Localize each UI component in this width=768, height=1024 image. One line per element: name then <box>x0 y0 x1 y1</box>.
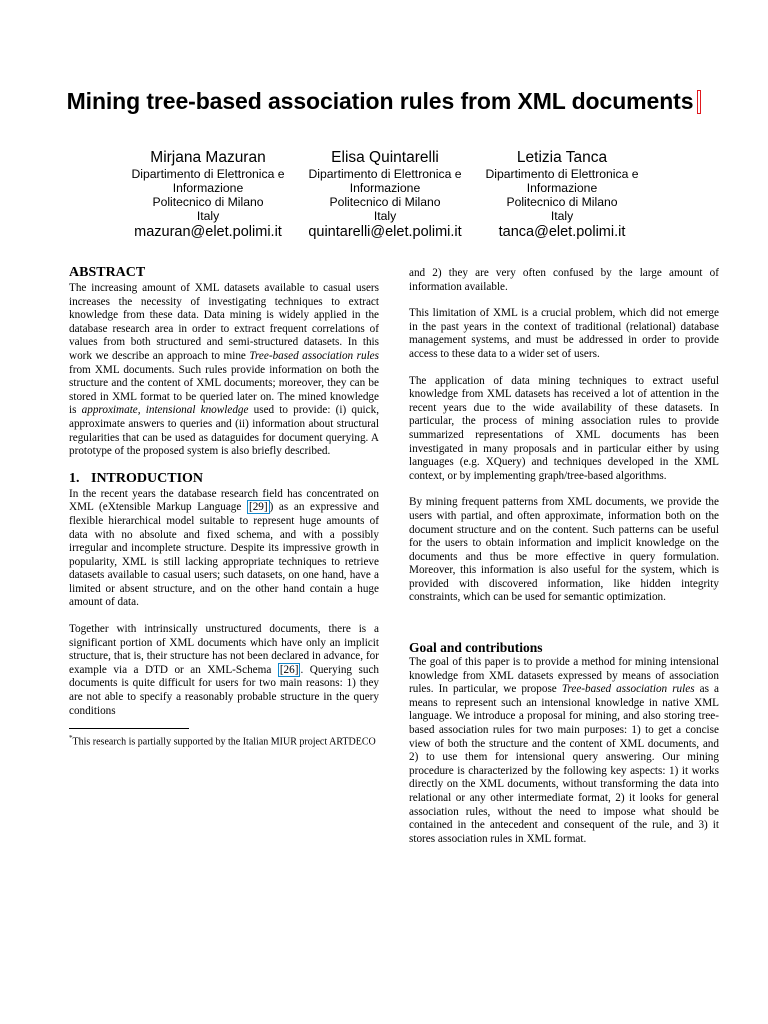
abstract-text: The increasing amount of XML datasets available to casual users increases the necessity of investigating techniques to extract knowledge from these data. Data mining is widely applied in the database research area in order to extract frequent correlations of values from both structured and semi-structured datasets. In this work we describe an approach to mine Tree-based association rules from XML documents. Such rules provide information on both the structure and the content of XML documents; moreover, they can be stored in XML format to be queried later on. The mined knowledge is approximate, intensional knowledge used to provide: (i) quick, approximate answers to queries and (ii) information about structural regularities that can be used as dataguides for document querying. A prototype of the proposed system is also briefly described. <box>69 282 380 458</box>
author-1 <box>120 148 296 241</box>
goal-paragraph: The goal of this paper is to provide a method for mining intensional knowledge from XML datasets expressed by means of association rules. In particular, we propose Tree-based association rules as a means to represent such an intensional knowledge in native XML language. We introduce a proposal for mining, and also storing tree-based association rules for two main purposes: 1) to get a concise view of both the structure and the content of XML documents, and 2) to use them for intensional query answering. Our mining procedure is characterized by the following key aspects: 1) it works directly on the XML documents, without transforming the data into relational or any other intermediate format, 2) it looks for general association rules, without the need to impose what should be contained in the antecedent and consequent of the rule, and 3) it stores association rules in XML format. <box>409 656 719 845</box>
footnote-link-box[interactable] <box>697 90 701 114</box>
intro-paragraph-5: The application of data mining techniques to extract useful knowledge from XML datasets has received a lot of attention in the recent years due to the wide availability of these datasets. In particular, the process of mining association rules to provide summarized representations of XML documents has been investigated in many proposals and in particular either by using languages (e.g. XQuery) and techniques developed in the XML context, or by implementing graph/tree-based algorithms. <box>409 374 719 482</box>
author-dept: Dipartimento di Elettronica e Informazione <box>485 167 639 195</box>
author-name: Elisa Quintarelli <box>331 149 439 166</box>
footnote <box>69 733 379 748</box>
author-univ: Politecnico di Milano <box>506 195 618 209</box>
right-column <box>409 267 719 846</box>
abstract-heading: ABSTRACT <box>69 265 146 280</box>
footnote-divider <box>69 728 189 729</box>
citation-link[interactable]: [26] <box>279 663 299 676</box>
intro-paragraph-6: By mining frequent patterns from XML documents, we provide the users with partial, and often approximate, information both on the document structure and on the content. Such patterns can be useful for the users to obtain information and implicit knowledge on the documents and thus be more effective in query formulation. Moreover, this information is also useful for the system, which is provided with discovered information, like hidden integrity constraints, which can be used for semantic optimization. <box>409 496 719 604</box>
intro-paragraph-3: and 2) they are very often confused by the large amount of information available. <box>409 267 719 293</box>
footnote-mark: * <box>69 734 73 743</box>
paper-title-text: Mining tree-based association rules from XML documents <box>66 88 694 114</box>
intro-paragraph-1: In the recent years the database research field has concentrated on XML (eXtensible Markup Language [29] ) as an expressive and flexible hierarchical model suitable to represent huge amounts of data with no absolute and fixed schema, and with a possibly irregular and incomplete structure. Despite its impressive growth in popularity, XML is still lacking appropriate techniques to retrieve datasets available to casual users; such datasets, on one hand, have a limited or absent structure, and on the other hand contain a huge amount of data. <box>69 487 379 609</box>
intro-paragraph-4: This limitation of XML is a crucial problem, which did not emerge in the past years in the context of traditional (relational) database management systems, and must be addressed in order to provide access to these data to a wider set of users. <box>409 307 719 360</box>
left-column <box>69 264 379 748</box>
author-email: tanca@elet.polimi.it <box>498 224 626 240</box>
author-country: Italy <box>373 209 397 223</box>
intro-paragraph-2: Together with intrinsically unstructured documents, there is a significant portion of XML documents which have only an implicit structure, that is, their structure has not been declared in advance, for example via a DTD or an XML-Schema [26] . Querying such documents is quite difficult for users for two main reasons: 1) they are not able to specify a reasonably probable structure in the query conditions <box>69 623 379 717</box>
author-name: Letizia Tanca <box>516 149 608 166</box>
author-univ: Politecnico di Milano <box>152 195 264 209</box>
goal-heading: Goal and contributions <box>409 640 543 656</box>
author-block <box>120 148 650 241</box>
author-name: Mirjana Mazuran <box>150 149 266 166</box>
author-dept: Dipartimento di Elettronica e Informazione <box>131 167 285 195</box>
citation-number[interactable]: 29 <box>252 501 264 514</box>
intro-heading-text: INTRODUCTION <box>91 470 204 486</box>
author-country: Italy <box>550 209 574 223</box>
intro-heading <box>69 470 379 488</box>
author-country: Italy <box>196 209 220 223</box>
author-dept: Dipartimento di Elettronica e Informazione <box>308 167 462 195</box>
author-email: quintarelli@elet.polimi.it <box>308 224 462 240</box>
paper-title <box>0 88 768 115</box>
author-2 <box>297 148 473 241</box>
author-3 <box>474 148 650 241</box>
citation-number[interactable]: 26 <box>283 663 295 676</box>
citation-link[interactable]: [29] <box>248 501 268 514</box>
footnote-text: This research is partially supported by the Italian MIUR project ARTDECO <box>72 736 376 748</box>
author-univ: Politecnico di Milano <box>329 195 441 209</box>
author-email: mazuran@elet.polimi.it <box>134 224 282 240</box>
intro-number: 1. <box>69 470 80 486</box>
